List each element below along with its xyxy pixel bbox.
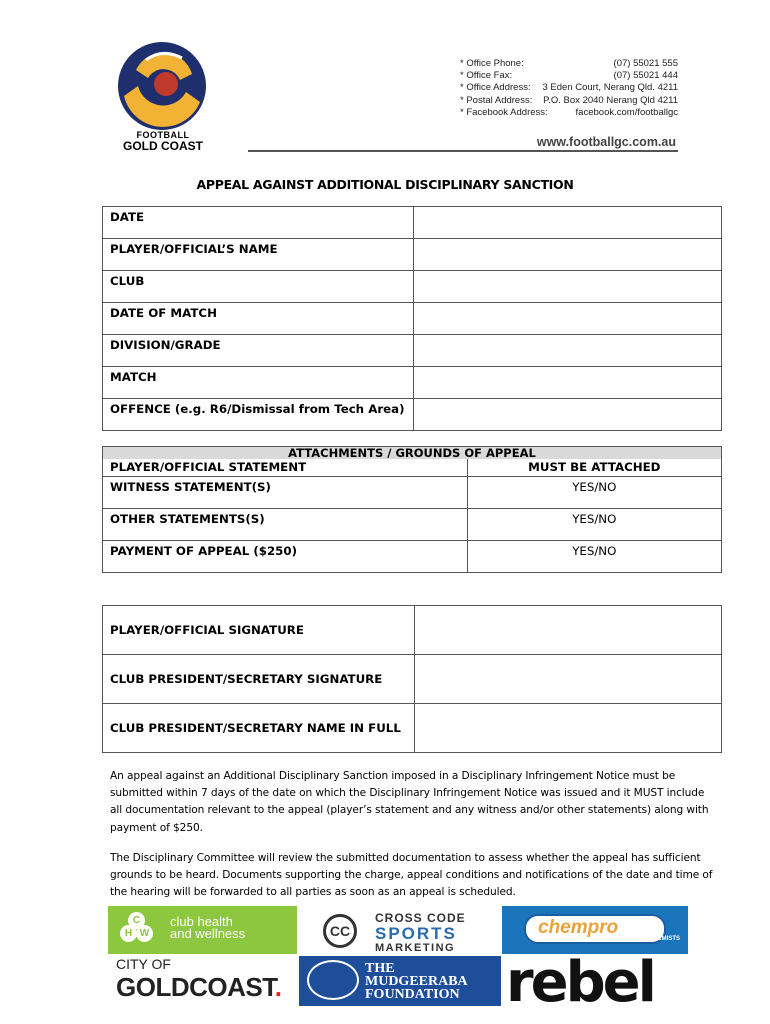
- contact-label: * Office Fax:: [460, 70, 513, 82]
- gc-line-2: GOLDCOAST: [116, 972, 275, 1002]
- contact-value: 3 Eden Court, Nerang Qld. 4211: [542, 82, 678, 94]
- attachment-value: MUST BE ATTACHED: [467, 459, 721, 477]
- rebel-logo: [502, 956, 692, 1006]
- attachment-label: OTHER STATEMENTS(S): [103, 509, 468, 541]
- appeal-instructions: An appeal against an Additional Disciplinary Sanction imposed in a Disciplinary Infringement Notice must be submitted within 7 days of the date on which the Disciplinary Infringement Notice was issued and it MUST include all documentation relevant to the appeal (player’s statement and any witness and/or other statements) along with payment of $250.: [110, 770, 709, 834]
- field-label: DATE: [103, 207, 414, 239]
- mudgeeraba-foundation-logo: [299, 956, 501, 1006]
- table-row: [103, 399, 722, 431]
- appeal-details-table: [102, 206, 722, 431]
- table-row: [103, 509, 722, 541]
- table-row: [103, 477, 722, 509]
- contact-label: * Office Address:: [460, 82, 531, 94]
- field-label: OFFENCE (e.g. R6/Dismissal from Tech Area): [103, 399, 414, 431]
- gc-dot: .: [274, 972, 282, 1002]
- page-title: APPEAL AGAINST ADDITIONAL DISCIPLINARY SANCTION: [196, 177, 574, 192]
- table-row: [103, 207, 722, 239]
- table-header-row: [103, 447, 722, 460]
- attachment-label: PAYMENT OF APPEAL ($250): [103, 541, 468, 573]
- contact-row: [460, 70, 678, 82]
- club-name-field[interactable]: [415, 704, 722, 753]
- gc-line-1: CITY OF: [116, 956, 171, 972]
- contact-label: * Postal Address:: [460, 94, 533, 106]
- contact-row: [460, 107, 678, 119]
- logo-line-1: FOOTBALL: [136, 130, 190, 140]
- signature-label: CLUB PRESIDENT/SECRETARY NAME IN FULL: [103, 704, 415, 753]
- field-label: DATE OF MATCH: [103, 303, 414, 335]
- field-label: DIVISION/GRADE: [103, 335, 414, 367]
- contact-label: * Facebook Address:: [460, 106, 548, 118]
- mud-line-1: THE: [365, 961, 395, 976]
- table-row: [103, 303, 722, 335]
- club-field[interactable]: [413, 271, 721, 303]
- contact-details: [460, 58, 678, 119]
- division-grade-field[interactable]: [413, 335, 721, 367]
- contact-value: facebook.com/footballgc: [575, 106, 678, 118]
- contact-row: [460, 95, 678, 107]
- chempro-sub: CHEMISTS: [648, 936, 680, 942]
- ccsm-line-1: CROSS CODE: [375, 911, 466, 925]
- date-of-match-field[interactable]: [413, 303, 721, 335]
- payment-yes-no[interactable]: YES/NO: [467, 541, 721, 573]
- attachments-header: ATTACHMENTS / GROUNDS OF APPEAL: [103, 447, 722, 460]
- chw-line-1: club health: [170, 914, 233, 929]
- mudgeeraba-emblem-icon: [307, 960, 359, 1000]
- signature-label: CLUB PRESIDENT/SECRETARY SIGNATURE: [103, 655, 415, 704]
- offence-field[interactable]: [413, 399, 721, 431]
- city-of-gold-coast-logo: [112, 956, 292, 1004]
- table-row: [103, 367, 722, 399]
- signatures-table: [102, 605, 722, 753]
- table-row: [103, 459, 722, 477]
- field-label: PLAYER/OFFICIAL’S NAME: [103, 239, 414, 271]
- other-statements-yes-no[interactable]: YES/NO: [467, 509, 721, 541]
- player-name-field[interactable]: [413, 239, 721, 271]
- ccsm-line-3: MARKETING: [375, 942, 456, 954]
- sponsor-strip: [108, 906, 690, 1006]
- football-gold-coast-logo: [108, 40, 218, 155]
- contact-value: (07) 55021 444: [613, 70, 678, 82]
- committee-review-note: The Disciplinary Committee will review the submitted documentation to assess whether the appeal has sufficient grounds to be heard. Documents supporting the charge, appeal conditions and notifications of the date and time of the hearing will be forwarded to all parties as soon as an appeal is scheduled.: [110, 852, 713, 899]
- contact-label: * Office Phone:: [460, 58, 524, 69]
- chw-badge-c: C: [128, 912, 145, 929]
- witness-yes-no[interactable]: YES/NO: [467, 477, 721, 509]
- ccsm-mark-icon: CC: [323, 914, 357, 948]
- contact-value: P.O. Box 2040 Nerang Qld 4211: [543, 94, 678, 106]
- player-signature-field[interactable]: [415, 606, 722, 655]
- attachments-table: [102, 446, 722, 573]
- table-row: [103, 606, 722, 655]
- signature-label: PLAYER/OFFICIAL SIGNATURE: [103, 606, 415, 655]
- chw-badge-icon: [120, 912, 158, 950]
- contact-row: [460, 82, 678, 94]
- rebel-wordmark: rebel: [506, 956, 654, 1006]
- club-signature-field[interactable]: [415, 655, 722, 704]
- club-health-wellness-logo: [108, 906, 297, 954]
- match-field[interactable]: [413, 367, 721, 399]
- table-row: [103, 335, 722, 367]
- chw-badge-w: W: [136, 925, 153, 942]
- attachment-label: PLAYER/OFFICIAL STATEMENT: [103, 459, 468, 477]
- mud-line-3: FOUNDATION: [365, 987, 460, 1002]
- table-row: [103, 541, 722, 573]
- contact-value: (07) 55021 555: [613, 58, 678, 69]
- table-row: [103, 271, 722, 303]
- mud-line-2: MUDGEERABA: [365, 974, 468, 989]
- contact-row: [460, 58, 678, 70]
- logo-line-2: GOLD COAST: [123, 139, 203, 153]
- chw-badge-h: H: [120, 925, 137, 942]
- chw-line-2: and wellness: [170, 926, 246, 941]
- ccsm-line-2: SPORTS: [375, 924, 457, 943]
- table-row: [103, 655, 722, 704]
- date-field[interactable]: [413, 207, 721, 239]
- chempro-logo: [502, 906, 688, 954]
- field-label: CLUB: [103, 271, 414, 303]
- website-link[interactable]: www.footballgc.com.au: [536, 135, 676, 149]
- chempro-name: chempro: [538, 917, 619, 938]
- table-row: [103, 239, 722, 271]
- attachment-label: WITNESS STATEMENT(S): [103, 477, 468, 509]
- cross-code-sports-marketing-logo: [315, 910, 493, 954]
- header-divider: [248, 150, 678, 152]
- table-row: [103, 704, 722, 753]
- field-label: MATCH: [103, 367, 414, 399]
- football-logo-icon: [116, 40, 208, 132]
